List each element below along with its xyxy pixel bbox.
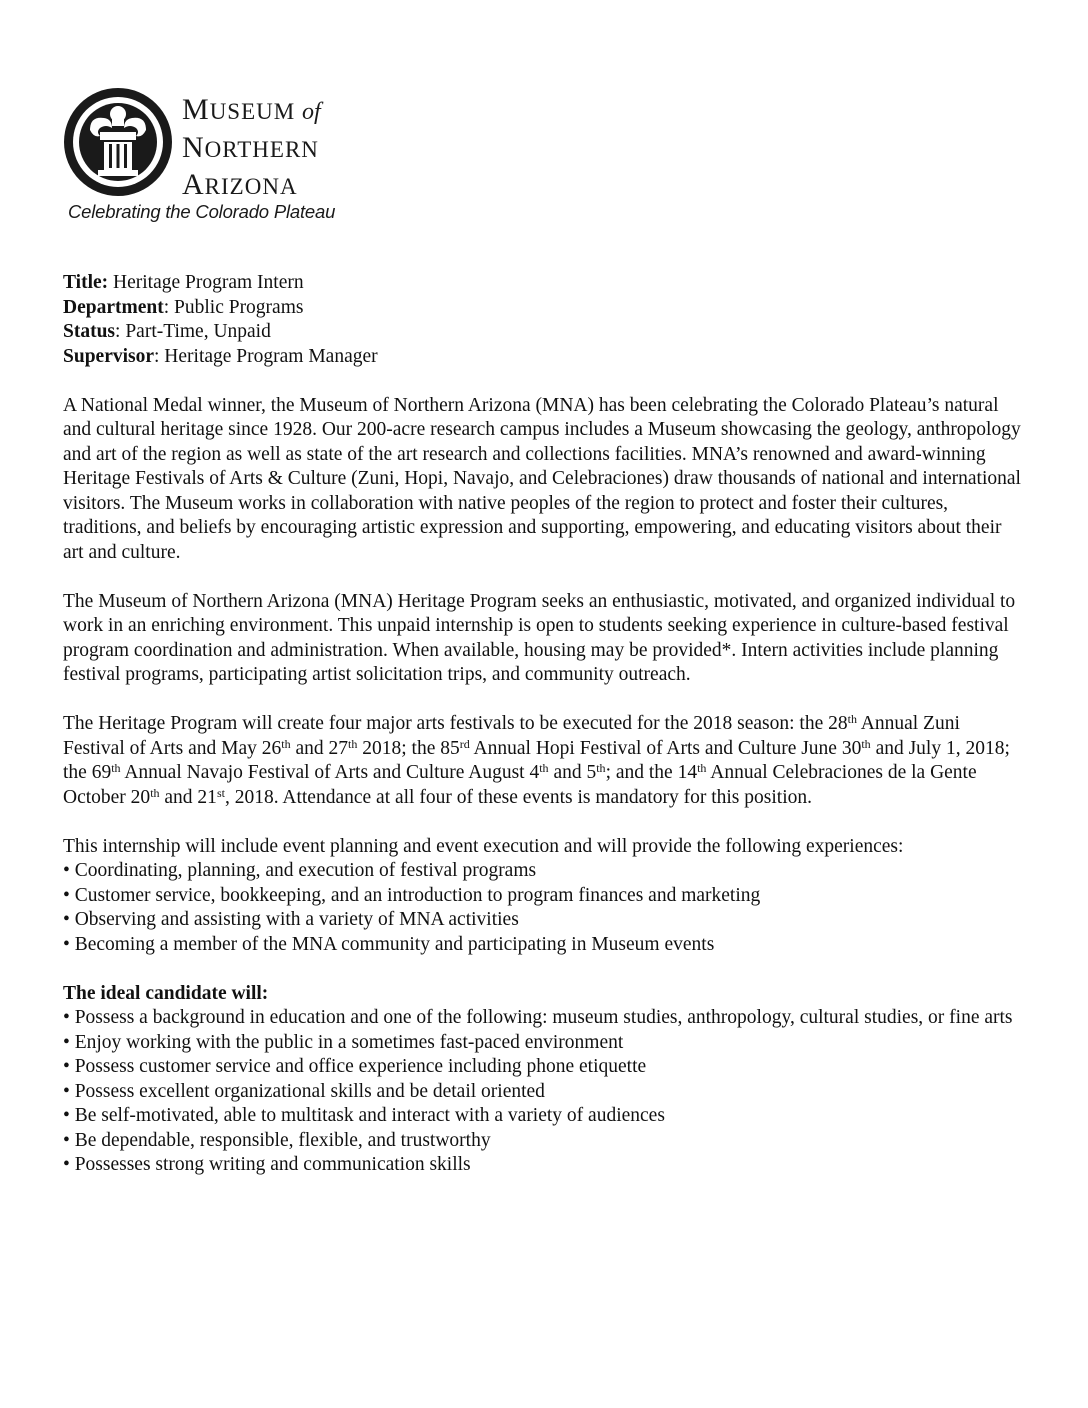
festivals-paragraph: The Heritage Program will create four major arts festivals to be executed for the 2018 season: the 28th Annual Zuni Festival of Arts and May 26th and 27th 2018; the 85rd Annual Hopi Festival of Arts and Culture June 30th and July 1, 2018; the 69th Annual Navajo Festival of Arts and Culture August 4th and 5th; and the 14th Annual Celebraciones de la Gente October 20th and 21st, 2018. Attendance at all four of these events is mandatory for this position. xyxy=(63,712,1010,808)
logo-line-3: ARIZONA xyxy=(182,168,298,201)
job-title: Title: Heritage Program Intern xyxy=(63,272,304,293)
candidate-heading: The ideal candidate will: xyxy=(63,982,269,1004)
job-status: Status: Part-Time, Unpaid xyxy=(63,321,271,342)
logo-wordmark xyxy=(182,92,321,204)
list-item: • Possess customer service and office experience including phone etiquette xyxy=(63,1056,647,1077)
list-item: • Possess a background in education and one of the following: museum studies, anthropology, cultural studies, or fine arts xyxy=(63,1007,1013,1028)
logo-line-1: MUSEUM of xyxy=(182,93,321,126)
list-item: • Becoming a member of the MNA community and participating in Museum events xyxy=(63,933,715,955)
logo-line-2: NORTHERN xyxy=(182,131,319,164)
program-paragraph: The Museum of Northern Arizona (MNA) Heritage Program seeks an enthusiastic, motivated, and organized individual to work in an enriching environment. This unpaid internship is open to students seeking experience in culture-based festival program coordination and administration. When available, housing may be provided*. Intern activities include planning festival programs, participating artist solicitation trips, and community outreach. xyxy=(63,590,1016,685)
list-item: • Coordinating, planning, and execution of festival programs xyxy=(63,860,537,881)
list-item: • Be self-motivated, able to multitask and interact with a variety of audiences xyxy=(63,1105,665,1126)
list-item: • Observing and assisting with a variety of MNA activities xyxy=(63,909,519,930)
job-supervisor: Supervisor: Heritage Program Manager xyxy=(63,345,378,367)
job-department: Department: Public Programs xyxy=(63,296,304,318)
logo-tagline: Celebrating the Colorado Plateau xyxy=(68,201,336,222)
experiences-intro: This internship will include event planning and event execution and will provide the following experiences: xyxy=(63,835,904,857)
list-item: • Possesses strong writing and communication skills xyxy=(63,1154,471,1175)
museum-logo xyxy=(62,86,382,236)
list-item: • Be dependable, responsible, flexible, and trustworthy xyxy=(63,1129,491,1151)
job-posting xyxy=(63,271,1023,1178)
list-item: • Possess excellent organizational skills and be detail oriented xyxy=(63,1080,545,1102)
museum-emblem-icon xyxy=(62,86,174,198)
about-museum-paragraph: A National Medal winner, the Museum of Northern Arizona (MNA) has been celebrating the Colorado Plateau’s natural and cultural heritage since 1928. Our 200-acre research campus includes a Museum showcasing the geology, anthropology and art of the region as well as state of the art research and collections facilities. MNA’s renowned and award-winning Heritage Festivals of Arts & Culture (Zuni, Hopi, Navajo, and Celebraciones) draw thousands of national and international visitors. The Museum works in collaboration with native peoples of the region to protect and foster their cultures, traditions, and beliefs by encouraging artistic expression and supporting, empowering, and educating visitors about their art and culture. xyxy=(63,394,1021,563)
list-item: • Enjoy working with the public in a sometimes fast-paced environment xyxy=(63,1031,624,1053)
list-item: • Customer service, bookkeeping, and an introduction to program finances and marketing xyxy=(63,884,761,906)
